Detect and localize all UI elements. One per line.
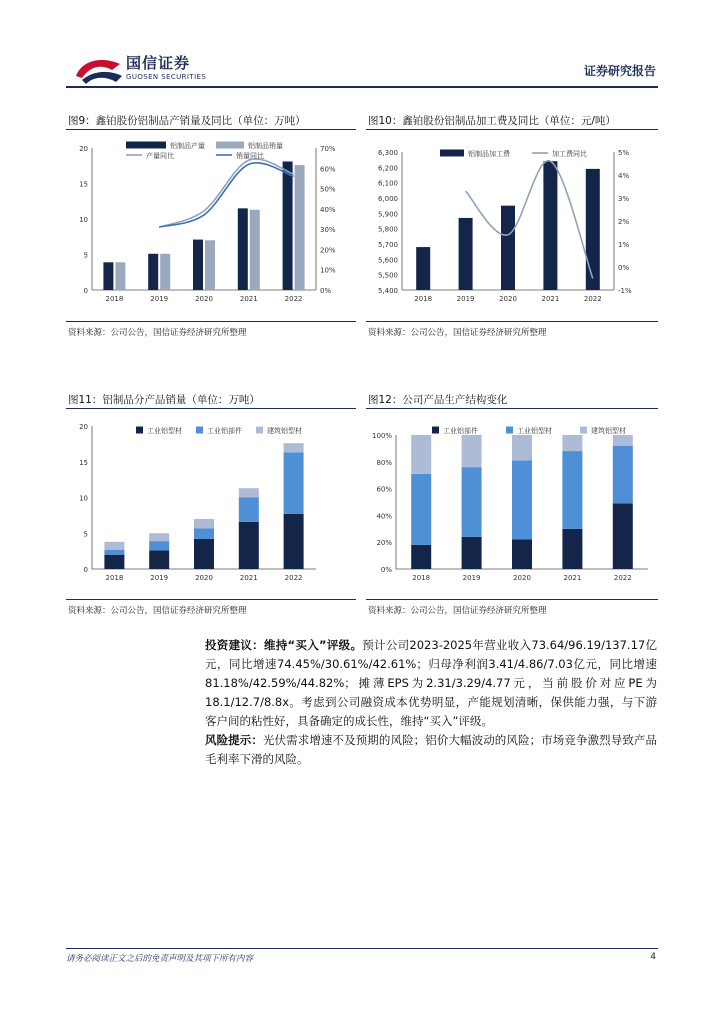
investment-advice-lead: 投资建议：维持“买入”评级。 — [205, 638, 363, 652]
y-tick-label: 20% — [376, 539, 392, 548]
y-tick-label: 80% — [376, 458, 392, 467]
x-tick-label: 2021 — [239, 574, 258, 582]
footer-divider — [66, 948, 658, 949]
stacked-bar-segment — [512, 460, 532, 539]
bar — [586, 169, 600, 290]
bar — [459, 218, 473, 290]
legend-label: 工业铝型材 — [147, 427, 182, 435]
bar — [501, 206, 515, 290]
stacked-bar-segment — [462, 467, 482, 537]
stacked-bar-segment — [194, 519, 214, 528]
figure-12-source: 资料来源：公司公告，国信证券经济研究所整理 — [368, 606, 547, 616]
stacked-bar-segment — [194, 539, 214, 569]
stacked-bar-segment — [149, 533, 169, 541]
figure-9-source: 资料来源：公司公告，国信证券经济研究所整理 — [68, 328, 247, 338]
legend-label: 产量同比 — [146, 152, 174, 160]
legend-label: 铝制品产量 — [170, 142, 205, 150]
series-line — [159, 159, 293, 227]
chart-fig11 — [66, 410, 356, 598]
figure-9-title: 图9：鑫铂股份铝制品产销量及同比（单位：万吨） — [68, 115, 306, 127]
x-tick-label: 2019 — [456, 295, 475, 303]
bar — [416, 247, 430, 290]
stacked-bar-segment — [284, 514, 304, 569]
bar — [543, 161, 557, 290]
y-tick-label: 5,800 — [377, 225, 398, 234]
x-tick-label: 2021 — [541, 295, 560, 303]
y2-tick-label: 1% — [618, 241, 630, 249]
stacked-bar-segment — [194, 528, 214, 539]
series-line — [466, 161, 593, 279]
x-tick-label: 2019 — [462, 574, 481, 582]
figure-10-bottom-rule — [366, 321, 658, 322]
x-tick-label: 2019 — [150, 574, 169, 582]
y2-tick-label: 30% — [320, 226, 336, 235]
x-tick-label: 2020 — [195, 574, 213, 582]
y-tick-label: 0 — [83, 287, 88, 295]
x-tick-label: 2020 — [499, 295, 517, 303]
y-tick-label: 100% — [371, 432, 392, 440]
x-tick-label: 2018 — [412, 574, 431, 582]
legend-swatch — [136, 427, 143, 434]
y-tick-label: 40% — [376, 512, 392, 521]
y-tick-label: 10 — [79, 216, 88, 224]
y-tick-label: 5,600 — [377, 256, 398, 265]
legend-swatch — [580, 427, 587, 434]
logo-text: 国信证券 — [126, 54, 191, 72]
legend-label: 铝制品加工费 — [468, 150, 510, 158]
stacked-bar-segment — [149, 550, 169, 569]
figure-10-title: 图10：鑫铂股份铝制品加工费及同比（单位：元/吨） — [368, 115, 616, 127]
legend-swatch — [256, 427, 263, 434]
y-tick-label: 5,700 — [377, 241, 398, 249]
legend-swatch — [196, 427, 203, 434]
x-tick-label: 2022 — [284, 295, 303, 303]
y2-tick-label: 50% — [320, 185, 336, 194]
x-tick-label: 2022 — [613, 574, 632, 582]
footer-disclaimer: 请务必阅读正文之后的免责声明及其项下所有内容 — [66, 954, 254, 964]
legend-label: 建筑铝型材 — [267, 427, 302, 435]
y-tick-label: 20 — [79, 423, 88, 431]
stacked-bar-segment — [613, 435, 633, 446]
investment-advice-text: 预计公司2023-2025年营业收入73.64/96.19/137.17亿元，同比增速74.45%/30.61%/42.61%；归母净利润3.41/4.86/7.03亿元，同比增速81.18%/42.59%/44.82%；摊薄EPS为2.31/3.29/4.77元，当前股价对应PE为18.1/12.7/8.8x。考虑到公司融资成本优势明显，产能规划清晰，保供能力强，与下游客户间的粘性好，具备确定的成长性，维持“买入”评级。 — [205, 638, 658, 728]
y-tick-label: 60% — [376, 485, 392, 494]
report-type: 证券研究报告 — [583, 64, 656, 78]
y-tick-label: 6,100 — [377, 179, 398, 188]
stacked-bar-segment — [613, 503, 633, 569]
legend-swatch — [126, 142, 166, 149]
legend-label: 建筑铝型材 — [591, 427, 626, 435]
y-tick-label: 20 — [79, 145, 88, 153]
header-divider — [66, 86, 658, 88]
legend-label: 销量同比 — [236, 152, 264, 160]
logo-english: GUOSEN SECURITIES — [126, 73, 207, 81]
y-tick-label: 15 — [79, 458, 88, 467]
x-tick-label: 2018 — [105, 574, 124, 582]
stacked-bar-segment — [462, 435, 482, 467]
y-tick-label: 6,200 — [377, 164, 398, 173]
y2-tick-label: 0% — [320, 287, 332, 295]
x-tick-label: 2021 — [563, 574, 582, 582]
y-tick-label: 6,000 — [377, 195, 398, 203]
stacked-bar-segment — [284, 452, 304, 513]
stacked-bar-segment — [411, 474, 431, 545]
stacked-bar-segment — [411, 435, 431, 474]
risk-paragraph — [205, 731, 657, 769]
figure-12-title: 图12：公司产品生产结构变化 — [368, 394, 508, 406]
figure-11-source: 资料来源：公司公告，国信证券经济研究所整理 — [68, 606, 247, 616]
y2-tick-label: 70% — [320, 145, 336, 153]
stacked-bar-segment — [462, 537, 482, 569]
bar — [160, 254, 170, 290]
legend-label: 铝制品销量 — [248, 142, 283, 150]
stacked-bar-segment — [512, 540, 532, 569]
y2-tick-label: -1% — [618, 287, 632, 295]
risk-lead: 风险提示： — [205, 733, 263, 747]
legend-label: 加工费同比 — [552, 150, 587, 158]
y-tick-label: 5,900 — [377, 210, 398, 219]
y2-tick-label: 20% — [320, 246, 336, 255]
y2-tick-label: 5% — [618, 149, 630, 157]
figure-12-rule — [366, 408, 658, 409]
y2-tick-label: 60% — [320, 165, 336, 174]
y-tick-label: 5,500 — [377, 271, 398, 280]
chart-fig9 — [66, 131, 356, 319]
stacked-bar-segment — [149, 541, 169, 550]
figure-12-bottom-rule — [366, 599, 658, 600]
legend-swatch — [506, 427, 513, 434]
bar — [205, 240, 215, 290]
figure-11-rule — [66, 408, 356, 409]
stacked-bar-segment — [562, 451, 582, 529]
x-tick-label: 2022 — [284, 574, 303, 582]
legend-swatch — [432, 427, 439, 434]
figure-9-rule — [66, 129, 356, 130]
bar — [148, 254, 158, 290]
bar — [103, 262, 113, 290]
x-tick-label: 2021 — [239, 295, 258, 303]
bar — [283, 161, 293, 290]
stacked-bar-segment — [562, 529, 582, 569]
legend-label: 工业铝型材 — [517, 427, 552, 435]
legend-swatch — [440, 150, 464, 157]
risk-text: 光伏需求增速不及预期的风险；铝价大幅波动的风险；市场竞争激烈导致产品毛利率下滑的风险。 — [205, 733, 658, 766]
y2-tick-label: 3% — [618, 195, 630, 203]
bar — [193, 240, 203, 290]
chart-fig10 — [366, 131, 658, 319]
y-tick-label: 10 — [79, 494, 88, 503]
stacked-bar-segment — [239, 498, 259, 522]
bar — [238, 208, 248, 290]
stacked-bar-segment — [562, 435, 582, 451]
y-tick-label: 5 — [83, 530, 88, 539]
chart-fig12 — [366, 410, 658, 598]
x-tick-label: 2022 — [583, 295, 602, 303]
bar — [295, 165, 305, 290]
figure-9-bottom-rule — [66, 321, 356, 322]
y2-tick-label: 40% — [320, 205, 336, 214]
x-tick-label: 2018 — [105, 295, 124, 303]
y-tick-label: 6,300 — [377, 149, 398, 157]
stacked-bar-segment — [411, 545, 431, 569]
legend-label: 工业铝部件 — [443, 427, 478, 435]
series-line — [159, 163, 293, 227]
y-tick-label: 5 — [83, 251, 88, 260]
stacked-bar-segment — [104, 550, 124, 555]
stacked-bar-segment — [239, 488, 259, 497]
y2-tick-label: 2% — [618, 218, 630, 226]
y2-tick-label: 4% — [618, 172, 630, 180]
stacked-bar-segment — [512, 435, 532, 460]
x-tick-label: 2018 — [414, 295, 433, 303]
figure-11-title: 图11：铝制品分产品销量（单位：万吨） — [68, 394, 260, 406]
stacked-bar-segment — [613, 446, 633, 504]
stacked-bar-segment — [104, 555, 124, 569]
figure-11-bottom-rule — [66, 599, 356, 600]
x-tick-label: 2020 — [195, 295, 213, 303]
y-tick-label: 0% — [380, 566, 392, 574]
investment-advice-paragraph — [205, 636, 657, 731]
legend-swatch — [216, 142, 244, 149]
y-tick-label: 0 — [83, 566, 88, 574]
y2-tick-label: 10% — [320, 266, 336, 275]
page-number: 4 — [650, 952, 656, 962]
x-tick-label: 2020 — [513, 574, 531, 582]
x-tick-label: 2019 — [150, 295, 169, 303]
y2-tick-label: 0% — [618, 264, 630, 272]
y-tick-label: 15 — [79, 180, 88, 189]
stacked-bar-segment — [284, 443, 304, 452]
bar — [250, 210, 260, 290]
stacked-bar-segment — [104, 542, 124, 550]
y-tick-label: 5,400 — [377, 287, 398, 295]
figure-10-source: 资料来源：公司公告，国信证券经济研究所整理 — [368, 328, 547, 338]
bar — [115, 262, 125, 290]
legend-label: 工业铝部件 — [207, 427, 242, 435]
figure-10-rule — [366, 129, 658, 130]
stacked-bar-segment — [239, 522, 259, 569]
